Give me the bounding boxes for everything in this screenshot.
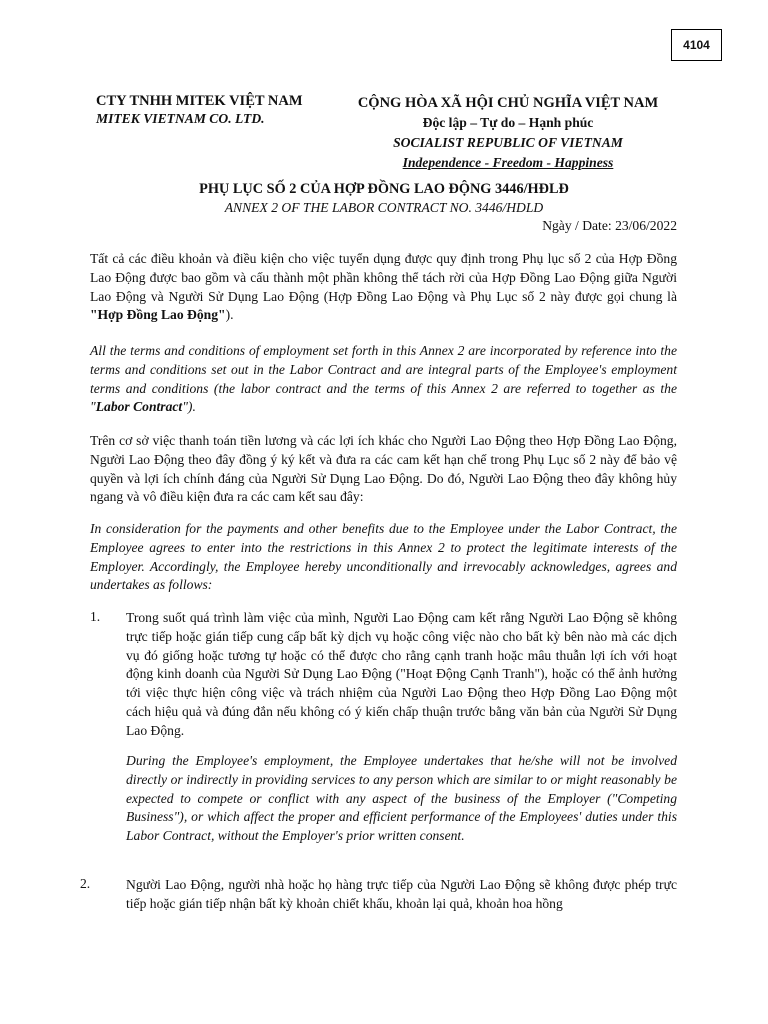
list-item-1-vn: Trong suốt quá trình làm việc của mình, Người Lao Động cam kết rằng Người Lao Động sẽ không trực tiếp hoặc gián tiếp cung cấp bất kỳ dịch vụ hoặc công việc nào cho bất kỳ bên nào mà các dịch vụ đó giống hoặc tương tự hoặc có thể được cho rằng cạnh tranh hoặc mâu thuẫn lợi ích với hoạt động kinh doanh của Người Sử Dụng Lao Động ("Hoạt Động Cạnh Tranh"), hoặc có thể ảnh hưởng tới việc thực hiện công việc và trách nhiệm của Người Lao Động theo Hợp Đồng Lao Động một cách hiệu quả và đúng đắn nếu không có ý kiến chấp thuận trước bằng văn bản của Người Sử Dụng Lao Động. xyxy=(126,610,677,738)
document-number: 4104 xyxy=(683,38,710,52)
company-name-en: MITEK VIETNAM CO. LTD. xyxy=(96,111,265,126)
paragraph-2-en: In consideration for the payments and other benefits due to the Employee under the Labor Contract, the Employee agrees to enter into the restrictions in this Annex 2 to protect the legitimate interests of the Employer. Accordingly, the Employee hereby unconditionally and irrevocably acknowledges, agrees and undertakes as follows: xyxy=(90,521,677,593)
paragraph-2-vn: Trên cơ sở việc thanh toán tiền lương và các lợi ích khác cho Người Lao Động theo Hợp Đồng Lao Động, Người Lao Động theo đây đồng ý ký kết và đưa ra các cam kết hạn chế trong Phụ Lục số 2 này để bảo vệ quyền và lợi ích chính đáng của Người Sử Dụng Lao Động. Do đó, Người Lao Động theo đây không hủy ngang và vô điều kiện đưa ra các cam kết sau đây: xyxy=(90,433,677,505)
date-label: Ngày / Date: xyxy=(542,218,612,233)
list-item-1-en: During the Employee's employment, the Employee undertakes that he/she will not be involved directly or indirectly in providing services to any person which are similar to or might reasonably be expected to compete or conflict with any aspect of the business of the Employer ("Competing Business"), or which affect the proper and efficient performance of the Employees' duties under this Labor Contract, without the Employer's prior written consent. xyxy=(126,753,677,844)
republic-name-vn: CỘNG HÒA XÃ HỘI CHỦ NGHĨA VIỆT NAM xyxy=(357,95,659,111)
list-item-2-number: 2. xyxy=(80,876,91,891)
annex-title-vn: PHỤ LỤC SỐ 2 CỦA HỢP ĐỒNG LAO ĐỘNG 3446/HĐLĐ xyxy=(199,181,569,197)
document-number-box xyxy=(671,29,722,61)
list-item-1-number: 1. xyxy=(90,609,101,624)
defined-term-en: Labor Contract xyxy=(95,399,183,415)
motto-vn: Độc lập – Tự do – Hạnh phúc xyxy=(422,115,594,130)
motto-en: Independence - Freedom - Happiness xyxy=(402,155,614,170)
date-line xyxy=(542,218,677,234)
company-name-vn: CTY TNHH MITEK VIỆT NAM xyxy=(96,93,303,109)
paragraph-1-vn-end: ). xyxy=(225,307,234,323)
defined-term-vn: "Hợp Đồng Lao Động" xyxy=(90,307,226,323)
date-value: 23/06/2022 xyxy=(615,218,677,233)
paragraph-1-en-text: All the terms and conditions of employment set forth in this Annex 2 are incorporated by reference into the terms and conditions set out in the Labor Contract and are integral parts of the Employee's employment terms and conditions (the labor contract and the terms of this Annex 2 are referred to together as the " xyxy=(90,343,677,415)
national-header xyxy=(330,93,686,173)
annex-title-en: ANNEX 2 OF THE LABOR CONTRACT NO. 3446/HDLD xyxy=(224,200,544,215)
list-item-2-vn: Người Lao Động, người nhà hoặc họ hàng trực tiếp của Người Lao Động sẽ không được phép trực tiếp hoặc gián tiếp nhận bất kỳ khoản chiết khấu, khoản lại quả, khoản hoa hồng xyxy=(126,877,677,911)
republic-name-en: SOCIALIST REPUBLIC OF VIETNAM xyxy=(393,135,623,150)
paragraph-1-vn-text: Tất cả các điều khoản và điều kiện cho việc tuyển dụng được quy định trong Phụ lục số 2 của Hợp Đồng Lao Động được bao gồm và cấu thành một phần không thể tách rời của Hợp Đồng Lao Động giữa Người Lao Động và Người Sử Dụng Lao Động (Hợp Đồng Lao Động và Phụ Lục số 2 này được gọi chung là xyxy=(90,251,677,304)
paragraph-1-en-end: "). xyxy=(182,399,196,415)
paragraph-1-en xyxy=(90,342,677,417)
paragraph-1-vn xyxy=(90,250,677,325)
